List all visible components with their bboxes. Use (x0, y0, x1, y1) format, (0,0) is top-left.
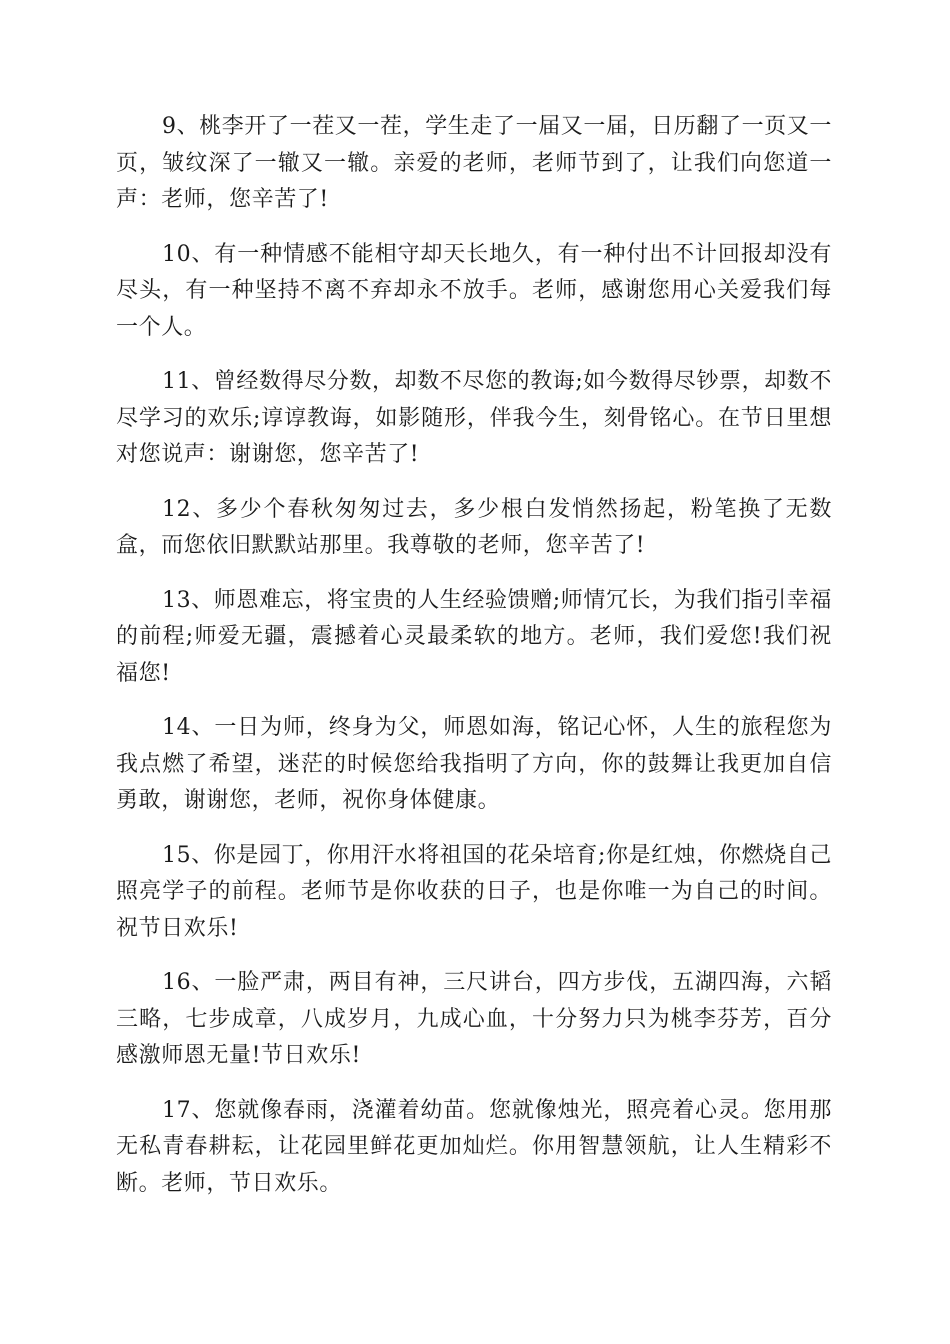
paragraph-9: 9、桃李开了一茬又一茬，学生走了一届又一届，日历翻了一页又一页，皱纹深了一辙又一辙。亲爱的老师，老师节到了，让我们向您道一声：老师，您辛苦了! (116, 114, 832, 212)
paragraph-14: 14、一日为师，终身为父，师恩如海，铭记心怀，人生的旅程您为我点燃了希望，迷茫的时候您给我指明了方向，你的鼓舞让我更加自信勇敢，谢谢您，老师，祝你身体健康。 (116, 715, 832, 813)
paragraph-11: 11、曾经数得尽分数，却数不尽您的教诲;如今数得尽钞票，却数不尽学习的欢乐;谆谆教诲，如影随形，伴我今生，刻骨铭心。在节日里想对您说声：谢谢您，您辛苦了! (116, 369, 833, 467)
document-body (116, 109, 832, 1220)
paragraph-13: 13、师恩难忘，将宝贵的人生经验馈赠;师情冗长，为我们指引幸福的前程;师爱无疆，震撼着心灵最柔软的地方。老师，我们爱您!我们祝福您! (116, 587, 833, 686)
paragraph-10: 10、有一种情感不能相守却天长地久，有一种付出不计回报却没有尽头，有一种坚持不离不弃却永不放手。老师，感谢您用心关爱我们每一个人。 (116, 241, 832, 340)
paragraph-17: 17、您就像春雨，浇灌着幼苗。您就像烛光，照亮着心灵。您用那无私青春耕耘，让花园里鲜花更加灿烂。你用智慧领航，让人生精彩不断。老师，节日欢乐。 (116, 1097, 832, 1196)
paragraph-15: 15、你是园丁，你用汗水将祖国的花朵培育;你是红烛，你燃烧自己照亮学子的前程。老师节是你收获的日子，也是你唯一为自己的时间。祝节日欢乐! (116, 842, 833, 941)
paragraph-12: 12、多少个春秋匆匆过去，多少根白发悄然扬起，粉笔换了无数盒，而您依旧默默站那里。我尊敬的老师，您辛苦了! (116, 496, 832, 558)
paragraph-16: 16、一脸严肃，两目有神，三尺讲台，四方步伐，五湖四海，六韬三略，七步成章，八成岁月，九成心血，十分努力只为桃李芬芳，百分感激师恩无量!节日欢乐! (116, 970, 832, 1068)
